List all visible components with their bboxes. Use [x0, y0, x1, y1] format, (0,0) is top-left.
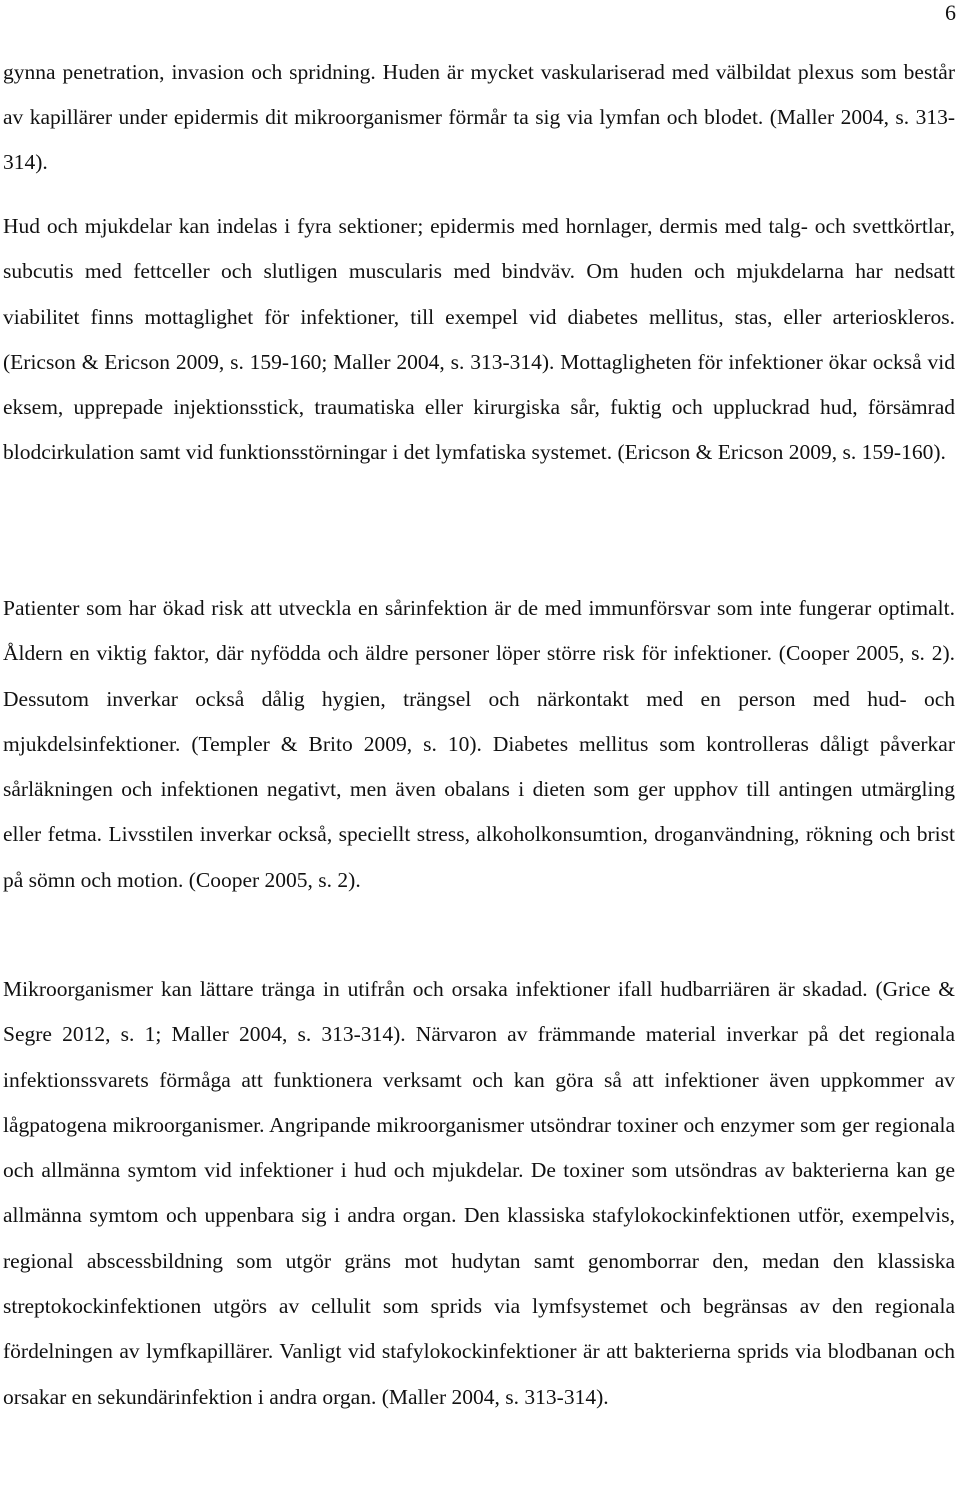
- paragraph-4: Mikroorganismer kan lättare tränga in utifrån och orsaka infektioner ifall hudbarriären är skadad. (Grice & Segre 2012, s. 1; Maller 2004, s. 313-314). Närvaron av främmande material inverkar på det regionala infektionssvarets förmåga att funktionera verksamt och kan göra så att infektioner även uppkommer av lågpatogena mikroorganismer. Angripande mikroorganismer utsöndrar toxiner och enzymer som ger regionala och allmänna symtom vid infektioner i hud och mjukdelar. De toxiner som utsöndras av bakterierna kan ge allmänna symtom och uppenbara sig i andra organ. Den klassiska stafylokockinfektionen utför, exempelvis, regional abscessbildning som utgör gräns mot hudytan samt genomborrar den, medan den klassiska streptokockinfektionen utgörs av cellulit som sprids via lymfsystemet och begränsas av den regionala fördelningen av lymfkapillärer. Vanligt vid stafylokockinfektioner är att bakterierna sprids via blodbanan och orsakar en sekundärinfektion i andra organ. (Maller 2004, s. 313-314).: [3, 977, 955, 1409]
- paragraph-2: Hud och mjukdelar kan indelas i fyra sektioner; epidermis med hornlager, dermis med talg- och svettkörtlar, subcutis med fettceller och slutligen muscularis med bindväv. Om huden och mjukdelarna har nedsatt viabilitet finns mottaglighet för infektioner, till exempel vid diabetes mellitus, stas, eller arterioskleros. (Ericson & Ericson 2009, s. 159-160; Maller 2004, s. 313-314). Mottagligheten för infektioner ökar också vid eksem, upprepade injektionsstick, traumatiska eller kirurgiska sår, fuktig och uppluckrad hud, försämrad blodcirkulation samt vid funktionsstörningar i det lymfatiska systemet. (Ericson & Ericson 2009, s. 159-160).: [3, 214, 955, 465]
- paragraph-1: gynna penetration, invasion och spridning. Huden är mycket vaskulariserad med välbildat plexus som består av kapillärer under epidermis dit mikroorganismer förmår ta sig via lymfan och blodet. (Maller 2004, s. 313-314).: [3, 60, 955, 174]
- page-number: 6: [945, 0, 956, 25]
- paragraph-3: Patienter som har ökad risk att utveckla en sårinfektion är de med immunförsvar som inte fungerar optimalt. Åldern en viktig faktor, där nyfödda och äldre personer löper större risk för infektioner. (Cooper 2005, s. 2). Dessutom inverkar också dålig hygien, trängsel och närkontakt med en person med hud- och mjukdelsinfektioner. (Templer & Brito 2009, s. 10). Diabetes mellitus som kontrolleras dåligt påverkar sårläkningen och infektionen negativt, men även obalans i dieten som ger upphov till antingen utmärgling eller fetma. Livsstilen inverkar också, speciellt stress, alkoholkonsumtion, droganvändning, rökning och brist på sömn och motion. (Cooper 2005, s. 2).: [3, 596, 955, 892]
